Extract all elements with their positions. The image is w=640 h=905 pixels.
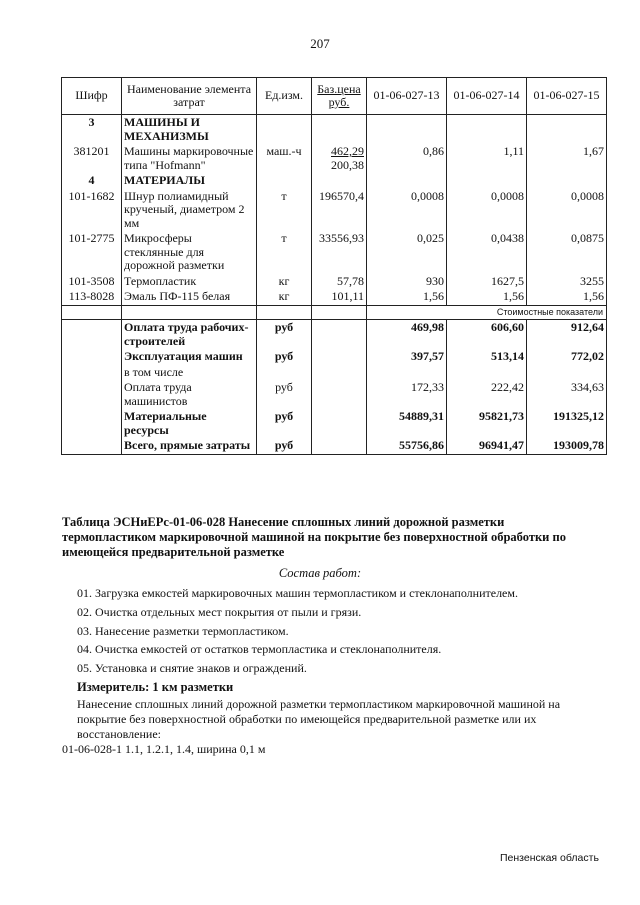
- description: Нанесение сплошных линий дорожной разметки термопластиком маркировочной машиной на покрытие без поверхностной обработки по имеющейся предварительной разметке или их восстановление:: [77, 697, 561, 741]
- row-code: 101-3508: [62, 274, 122, 290]
- work-item: 05. Установка и снятие знаков и ограждений.: [77, 661, 307, 675]
- work-item: 02. Очистка отдельных мест покрытия от пыли и грязи.: [77, 605, 362, 619]
- work-item: 01. Загрузка емкостей маркировочных машин термопластиком и стеклонаполнителем.: [77, 586, 518, 600]
- section-number: 3: [62, 115, 122, 145]
- total-value-3: 772,02: [527, 349, 607, 365]
- total-name: в том числе: [122, 365, 257, 381]
- table-title: Таблица ЭСНиЕРс-01-06-028 Нанесение сплошных линий дорожной разметки термопластиком маркировочной машиной на покрытие без поверхностной обработки по имеющейся предварительной разметке: [62, 515, 566, 559]
- row-value-2: 0,0008: [447, 189, 527, 232]
- table-row: [62, 144, 607, 173]
- footer-region: Пензенская область: [500, 852, 599, 864]
- row-unit: кг: [257, 289, 312, 305]
- total-name: Материальные ресурсы: [122, 409, 257, 438]
- total-unit: руб: [257, 320, 312, 350]
- total-row: [62, 438, 607, 454]
- work-item: 04. Очистка емкостей от остатков термопластика и стеклонаполнителя.: [77, 642, 442, 656]
- row-price: 196570,4: [312, 189, 367, 232]
- row-value-3: 3255: [527, 274, 607, 290]
- cost-indicators-label: Стоимостные показатели: [367, 305, 607, 320]
- section-title: МАТЕРИАЛЫ: [122, 173, 257, 189]
- row-name: Эмаль ПФ-115 белая: [122, 289, 257, 305]
- table-row: [62, 274, 607, 290]
- row-value-3: 0,0875: [527, 231, 607, 274]
- total-value-3: 191325,12: [527, 409, 607, 438]
- total-value-2: 606,60: [447, 320, 527, 350]
- total-name: Оплата труда рабочих-строителей: [122, 320, 257, 350]
- work-item: 03. Нанесение разметки термопластиком.: [77, 624, 289, 638]
- row-value-1: 1,56: [367, 289, 447, 305]
- total-unit: руб: [257, 380, 312, 409]
- price-top: 462,29: [331, 144, 364, 158]
- total-value-1: 469,98: [367, 320, 447, 350]
- section-row-materials: [62, 173, 607, 189]
- row-price: 101,11: [312, 289, 367, 305]
- total-value-2: 513,14: [447, 349, 527, 365]
- table-row: [62, 189, 607, 232]
- total-value-3: 193009,78: [527, 438, 607, 454]
- total-unit: руб: [257, 409, 312, 438]
- row-price: 33556,93: [312, 231, 367, 274]
- row-price: 57,78: [312, 274, 367, 290]
- total-unit: руб: [257, 349, 312, 365]
- measure-unit: Измеритель: 1 км разметки: [77, 680, 234, 694]
- total-value-2: 222,42: [447, 380, 527, 409]
- total-value-2: 96941,47: [447, 438, 527, 454]
- row-value-2: 0,0438: [447, 231, 527, 274]
- row-value-3: 0,0008: [527, 189, 607, 232]
- total-row: [62, 365, 607, 381]
- row-unit: кг: [257, 274, 312, 290]
- row-value-3: 1,56: [527, 289, 607, 305]
- total-name: Оплата труда машинистов: [122, 380, 257, 409]
- header-col1: 01-06-027-13: [367, 78, 447, 115]
- header-code: Шифр: [62, 78, 122, 115]
- row-value-1: 0,86: [367, 144, 447, 173]
- row-name: Машины маркировочные типа "Hofmann": [122, 144, 257, 173]
- row-price: [312, 144, 367, 173]
- header-col2: 01-06-027-14: [447, 78, 527, 115]
- header-col3: 01-06-027-15: [527, 78, 607, 115]
- row-code: 113-8028: [62, 289, 122, 305]
- row-value-1: 0,0008: [367, 189, 447, 232]
- page-number: 207: [310, 36, 330, 51]
- total-value-3: 334,63: [527, 380, 607, 409]
- total-row: [62, 409, 607, 438]
- row-unit: т: [257, 231, 312, 274]
- section-title: МАШИНЫ И МЕХАНИЗМЫ: [122, 115, 257, 145]
- total-value-1: 55756,86: [367, 438, 447, 454]
- row-unit: маш.-ч: [257, 144, 312, 173]
- header-price: Баз.цена руб.: [312, 78, 367, 115]
- row-value-1: 0,025: [367, 231, 447, 274]
- row-value-2: 1,11: [447, 144, 527, 173]
- total-unit: руб: [257, 438, 312, 454]
- price-bottom: 200,38: [331, 157, 364, 172]
- total-name: Эксплуатация машин: [122, 349, 257, 365]
- row-value-2: 1627,5: [447, 274, 527, 290]
- composition-heading: Состав работ:: [278, 566, 362, 580]
- total-value-2: 95821,73: [447, 409, 527, 438]
- row-code: 101-2775: [62, 231, 122, 274]
- table-row: [62, 289, 607, 305]
- row-name: Микросферы стеклянные для дорожной разметки: [122, 231, 257, 274]
- total-value-3: 912,64: [527, 320, 607, 350]
- total-row: [62, 349, 607, 365]
- row-unit: т: [257, 189, 312, 232]
- table-header-row: [62, 78, 607, 115]
- cost-table: [61, 77, 607, 455]
- row-name: Термопластик: [122, 274, 257, 290]
- total-name: Всего, прямые затраты: [122, 438, 257, 454]
- cost-label-row: [62, 305, 607, 320]
- code-line: 01-06-028-1 1.1, 1.2.1, 1.4, ширина 0,1 м: [62, 742, 266, 756]
- total-row: [62, 380, 607, 409]
- section-number: 4: [62, 173, 122, 189]
- row-value-1: 930: [367, 274, 447, 290]
- total-value-1: 172,33: [367, 380, 447, 409]
- header-name: Наименование элемента затрат: [122, 78, 257, 115]
- total-row: [62, 320, 607, 350]
- row-value-2: 1,56: [447, 289, 527, 305]
- total-value-1: 54889,31: [367, 409, 447, 438]
- row-code: 101-1682: [62, 189, 122, 232]
- header-unit: Ед.изм.: [257, 78, 312, 115]
- row-value-3: 1,67: [527, 144, 607, 173]
- row-code: 381201: [62, 144, 122, 173]
- section-row-machines: [62, 115, 607, 145]
- total-value-1: 397,57: [367, 349, 447, 365]
- row-name: Шнур полиамидный крученый, диаметром 2 мм: [122, 189, 257, 232]
- table-row: [62, 231, 607, 274]
